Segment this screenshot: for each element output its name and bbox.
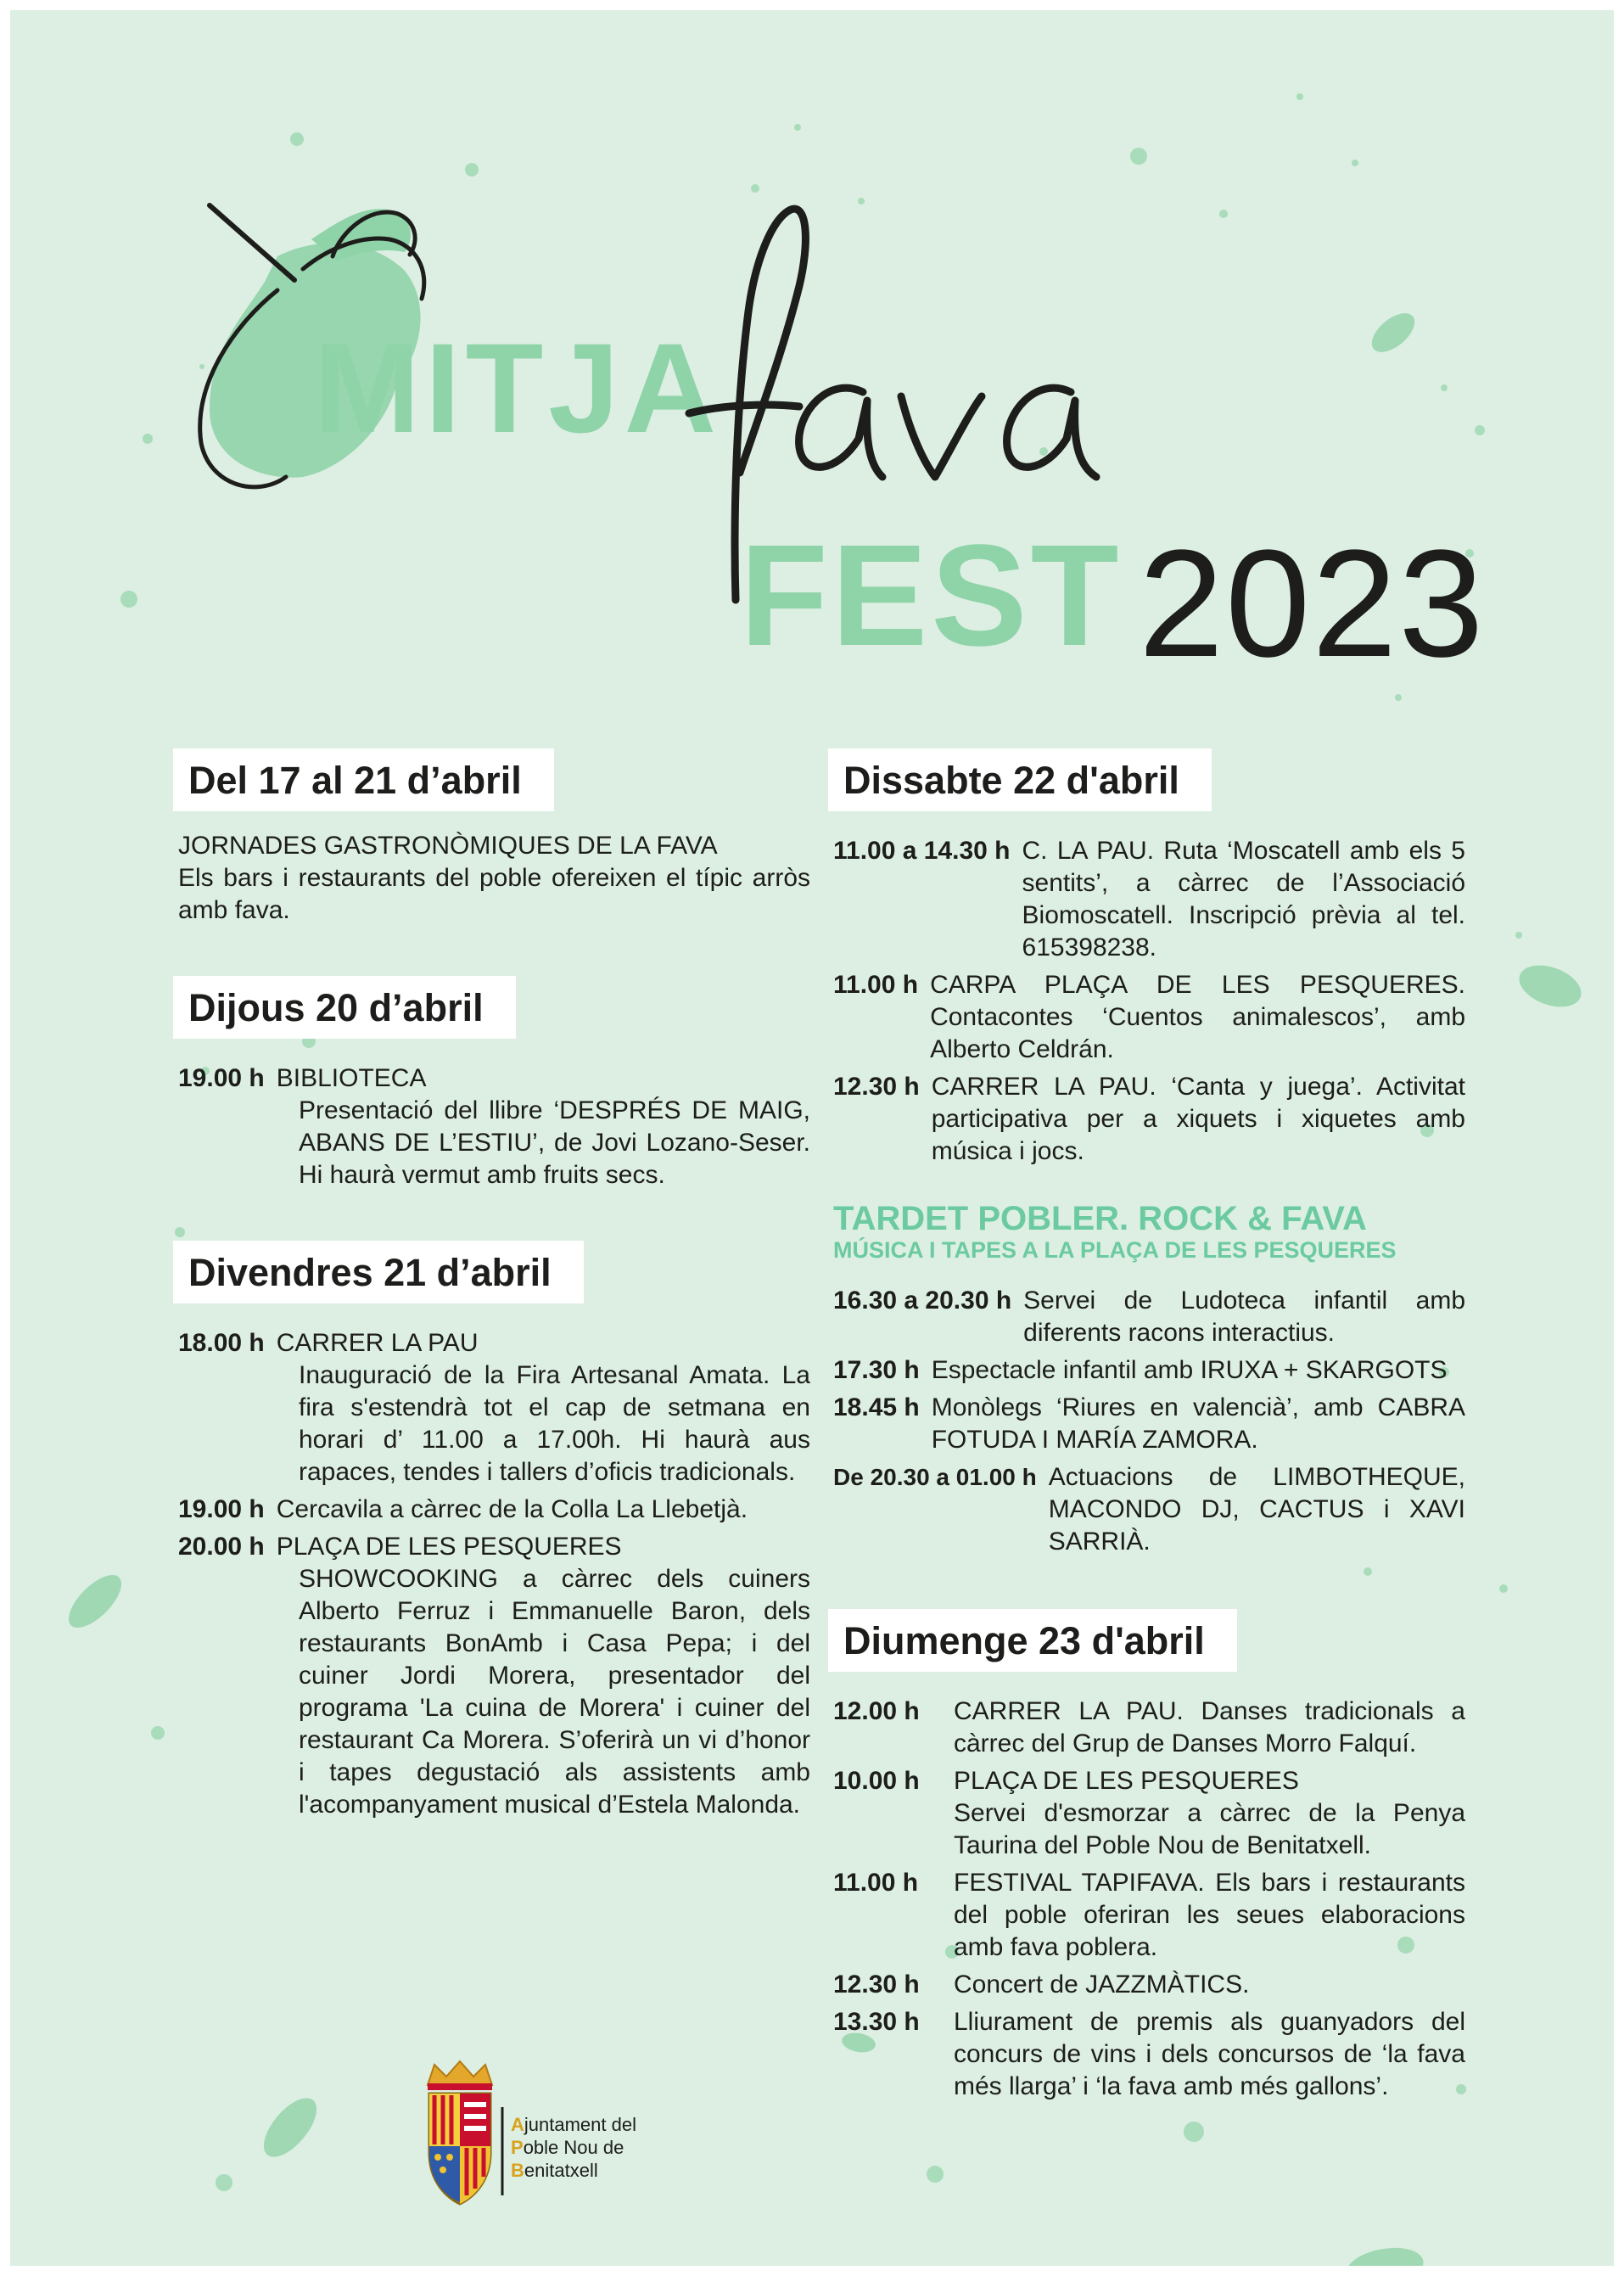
event-item [833, 1867, 1465, 1964]
event-item [833, 1354, 1465, 1387]
event-item [178, 1062, 810, 1095]
event-item [833, 1285, 1465, 1349]
section-divendres [178, 1241, 810, 1821]
event-time: 11.00 h [833, 1869, 919, 1897]
event-text: Lliurament de premis als guanyadors del concurs de vins i dels concursos de ‘la fava més llarga’ i ‘la fava amb més gallons’. [954, 2008, 1465, 2100]
event-item [178, 1531, 810, 1563]
event-place: PLAÇA DE LES PESQUERES [276, 1533, 622, 1561]
event-item [833, 1696, 1465, 1760]
section-tardet [833, 1200, 1465, 1558]
event-item [833, 1071, 1465, 1168]
initial-a: A [511, 2114, 524, 2135]
section-dijous [178, 976, 810, 1191]
event-heading: JORNADES GASTRONÒMIQUES DE LA FAVA [178, 832, 718, 860]
event-item [833, 835, 1465, 964]
event-text: FESTIVAL TAPIFAVA. Els bars i restaurants del poble oferiran les seues elaboracions amb fava poblera. [954, 1869, 1465, 1961]
day-heading: Dissabte 22 d'abril [828, 748, 1212, 811]
day-heading: Del 17 al 21 d’abril [173, 748, 554, 811]
event-item [833, 1392, 1465, 1456]
event-time: 18.45 h [833, 1393, 920, 1421]
event-text: Servei de Ludoteca infantil amb diferents racons interactius. [1023, 1287, 1465, 1347]
event-text: CARPA PLAÇA DE LES PESQUERES. Contacontes ‘Cuentos animalescos’, amb Alberto Celdrán. [930, 971, 1465, 1063]
event-text: Servei d'esmorzar a càrrec de la Penya Taurina del Poble Nou de Benitatxell. [954, 1799, 1465, 1859]
event-time: 18.00 h [178, 1329, 265, 1357]
event-time: 13.30 h [833, 2008, 920, 2036]
ajuntament-line-1: juntament del [524, 2114, 636, 2135]
event-place: BIBLIOTECA [276, 1064, 427, 1092]
ajuntament-line-2: oble Nou de [523, 2137, 624, 2158]
day-heading: Dijous 20 d’abril [173, 976, 516, 1039]
section-diumenge [833, 1609, 1465, 2103]
ajuntament-line-3: enitatxell [524, 2160, 598, 2181]
event-item [833, 1461, 1465, 1558]
event-time: 12.30 h [833, 1073, 920, 1101]
event-text: C. LA PAU. Ruta ‘Moscatell amb els 5 sentits’, a càrrec de l’Associació Biomoscatell. Inscripció prèvia al tel. 615398238. [1022, 837, 1465, 961]
event-text: Concert de JAZZMÀTICS. [954, 1970, 1250, 1999]
event-place: CARRER LA PAU [276, 1329, 479, 1357]
event-item [178, 1327, 810, 1359]
ajuntament-name [511, 2113, 636, 2182]
initial-b: B [511, 2160, 524, 2181]
day-heading: Divendres 21 d’abril [173, 1241, 584, 1303]
event-text: Inauguració de la Fira Artesanal Amata. La fira s'estendrà tot el cap de setmana en horari d’ 11.00 a 17.00h. Hi haurà aus rapaces, tendes i tallers d’oficis tradicionals. [299, 1361, 810, 1486]
event-time: 20.00 h [178, 1533, 265, 1561]
event-text: Actuacions de LIMBOTHEQUE, MACONDO DJ, CACTUS i XAVI SARRIÀ. [1048, 1463, 1465, 1556]
event-text: Presentació del llibre ‘DESPRÉS DE MAIG, ABANS DE L’ESTIU’, de Jovi Lozano-Seser. Hi haurà vermut amb fruits secs. [299, 1096, 810, 1189]
event-item [833, 2006, 1465, 2103]
event-text: Cercavila a càrrec de la Colla La Llebetjà. [276, 1495, 748, 1523]
event-item [178, 1494, 810, 1526]
event-time: 19.00 h [178, 1064, 265, 1092]
event-place: PLAÇA DE LES PESQUERES [954, 1767, 1299, 1795]
event-item [833, 969, 1465, 1066]
day-heading: Diumenge 23 d'abril [828, 1609, 1237, 1672]
event-time: 17.30 h [833, 1356, 920, 1384]
tardet-title: TARDET POBLER. ROCK & FAVA [833, 1200, 1367, 1237]
initial-p: P [511, 2137, 524, 2158]
event-time: De 20.30 a 01.00 h [833, 1464, 1037, 1490]
tardet-subtitle: MÚSICA I TAPES A LA PLAÇA DE LES PESQUERES [833, 1237, 1397, 1263]
event-time: 12.30 h [833, 1970, 920, 1999]
event-text: CARRER LA PAU. ‘Canta y juega’. Activitat participativa per a xiquets i xiquetes amb música i jocs. [931, 1073, 1465, 1165]
event-text: Els bars i restaurants del poble ofereixen el típic arròs amb fava. [178, 864, 810, 924]
event-time: 19.00 h [178, 1495, 265, 1523]
right-column [833, 748, 1465, 2128]
title-fest: FEST [740, 515, 1123, 676]
section-jornades [178, 748, 810, 927]
event-time: 10.00 h [833, 1767, 920, 1795]
section-dissabte [833, 748, 1465, 1168]
event-text: Monòlegs ‘Riures en valencià’, amb CABRA FOTUDA I MARÍA ZAMORA. [931, 1393, 1465, 1454]
left-column [178, 748, 810, 1847]
event-item [833, 1969, 1465, 2001]
event-time: 16.30 a 20.30 h [833, 1287, 1012, 1315]
event-text: SHOWCOOKING a càrrec dels cuiners Alberto Ferruz i Emmanuelle Baron, dels restaurants BonAmb i Casa Pepa; i del cuiner Jordi Morera, presentador del programa 'La cuina de Morera' i cuiner del restaurant Ca Morera. S’oferirà un vi d’honor i tapes degustació als assistents amb l'acompanyament musical d’Estela Malonda. [299, 1565, 810, 1819]
title-mitja: MITJA [314, 317, 721, 459]
title-year: 2023 [1139, 519, 1486, 689]
event-text: CARRER LA PAU. Danses tradicionals a càrrec del Grup de Danses Morro Falquí. [954, 1697, 1465, 1757]
event-time: 11.00 h [833, 971, 919, 999]
event-time: 11.00 a 14.30 h [833, 837, 1011, 865]
event-item [833, 1765, 1465, 1797]
poster [10, 10, 1614, 2266]
event-time: 12.00 h [833, 1697, 920, 1725]
event-text: Espectacle infantil amb IRUXA + SKARGOTS [931, 1356, 1448, 1384]
